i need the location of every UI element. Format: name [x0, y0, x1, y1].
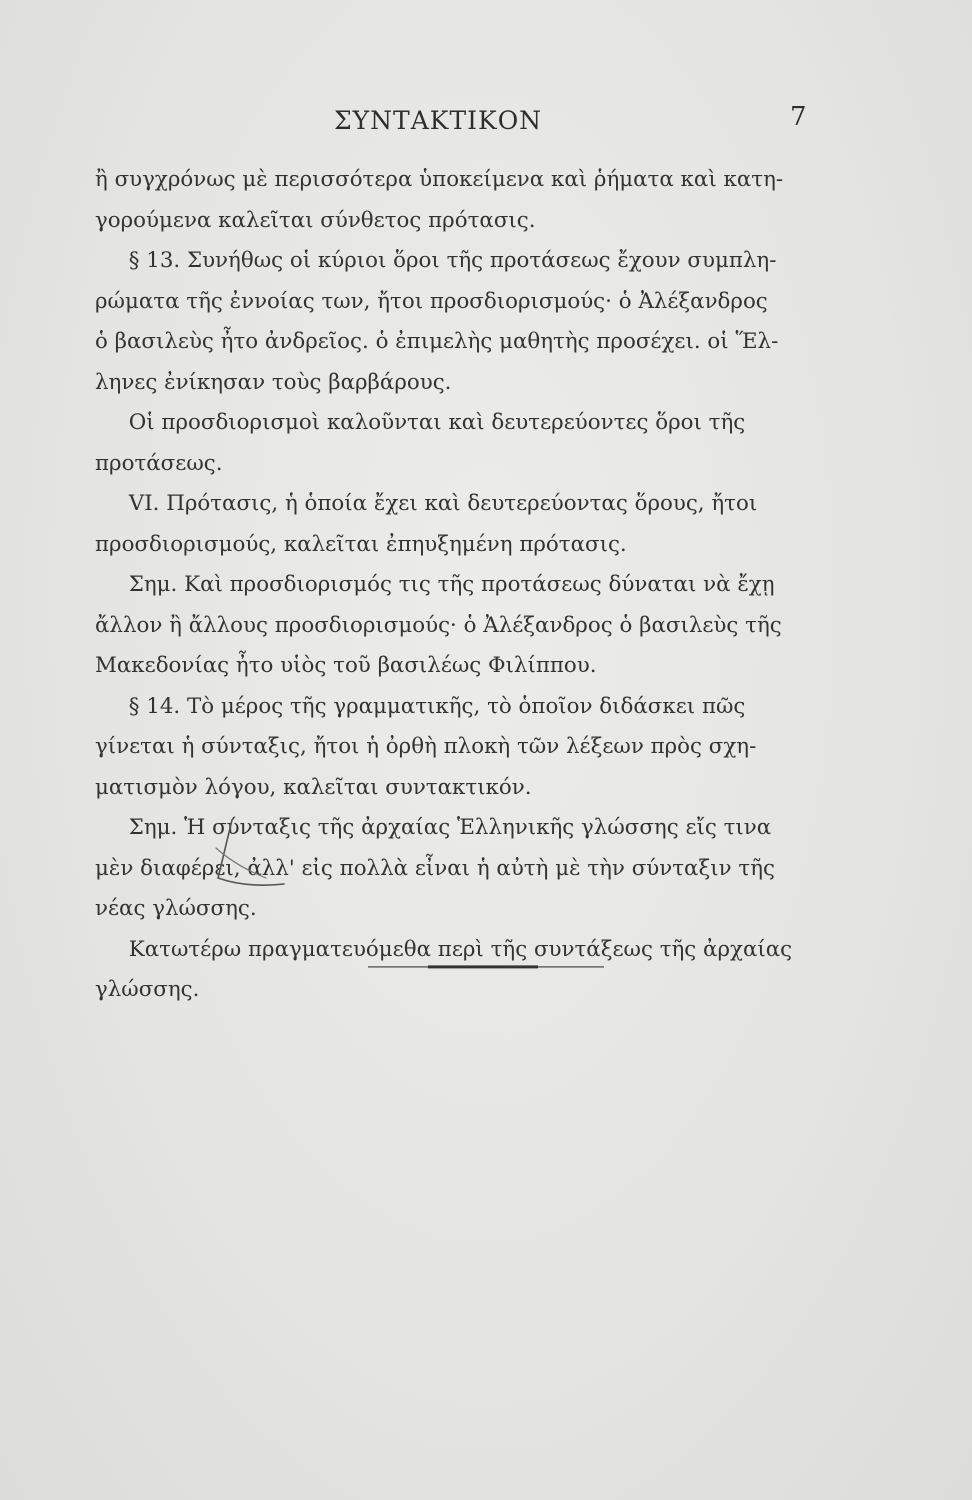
text-line: μὲν διαφέρει, ἀλλ' εἰς πολλὰ εἶναι ἡ αὐτὴ μὲ τὴν σύνταξιν τῆς — [95, 855, 775, 881]
text-line: προσδιορισμούς, καλεῖται ἐπηυξημένη πρότασις. — [95, 531, 627, 557]
text-line: § 14. Τὸ μέρος τῆς γραμματικῆς, τὸ ὁποῖον διδάσκει πῶς — [128, 693, 746, 719]
text-line: ληνες ἐνίκησαν τοὺς βαρβάρους. — [95, 369, 452, 395]
text-line: Σημ. Καὶ προσδιορισμός τις τῆς προτάσεως δύναται νὰ ἔχῃ — [128, 572, 775, 597]
text-line: ἢ συγχρόνως μὲ περισσότερα ὑποκείμενα καὶ ῥήματα καὶ κατη- — [95, 167, 784, 192]
text-line: γορούμενα καλεῖται σύνθετος πρότασις. — [95, 207, 536, 233]
text-line: Σημ. Ἡ σύνταξις τῆς ἀρχαίας Ἑλληνικῆς γλώσσης εἴς τινα — [128, 815, 772, 840]
text-line: VI. Πρότασις, ἡ ὁποία ἔχει καὶ δευτερεύοντας ὅρους, ἤτοι — [128, 491, 758, 516]
text-line: Μακεδονίας ἦτο υἱὸς τοῦ βασιλέως Φιλίππου. — [95, 653, 597, 678]
running-title: ΣΥΝΤΑΚΤΙΚΟΝ — [334, 106, 543, 135]
text-line: Οἱ προσδιορισμοὶ καλοῦνται καὶ δευτερεύοντες ὅροι τῆς — [128, 410, 746, 435]
text-line: ρώματα τῆς ἐννοίας των, ἤτοι προσδιορισμούς· ὁ Ἀλέξανδρος — [95, 288, 768, 314]
pencil-check-mark — [196, 818, 286, 890]
text-line: γίνεται ἡ σύνταξις, ἤτοι ἡ ὀρθὴ πλοκὴ τῶν λέξεων πρὸς σχη- — [95, 734, 757, 759]
page-number: 7 — [790, 102, 807, 132]
text-line: ὁ βασιλεὺς ἦτο ἀνδρεῖος. ὁ ἐπιμελὴς μαθητὴς προσέχει. οἱ Ἕλ- — [95, 329, 779, 354]
text-line: § 13. Συνήθως οἱ κύριοι ὅροι τῆς προτάσεως ἔχουν συμπλη- — [128, 248, 777, 273]
text-line: νέας γλώσσης. — [95, 896, 257, 921]
page-header — [0, 100, 972, 140]
text-line: ἄλλον ἢ ἄλλους προσδιορισμούς· ὁ Ἀλέξανδρος ὁ βασιλεὺς τῆς — [95, 612, 782, 638]
text-line: γλώσσης. — [95, 977, 200, 1002]
text-line: Κατωτέρω πραγματευόμεθα περὶ τῆς συντάξεως τῆς ἀρχαίας — [128, 936, 793, 962]
section-end-ornament — [368, 965, 604, 969]
text-line: ματισμὸν λόγου, καλεῖται συντακτικόν. — [95, 774, 532, 800]
text-line: προτάσεως. — [95, 450, 223, 476]
